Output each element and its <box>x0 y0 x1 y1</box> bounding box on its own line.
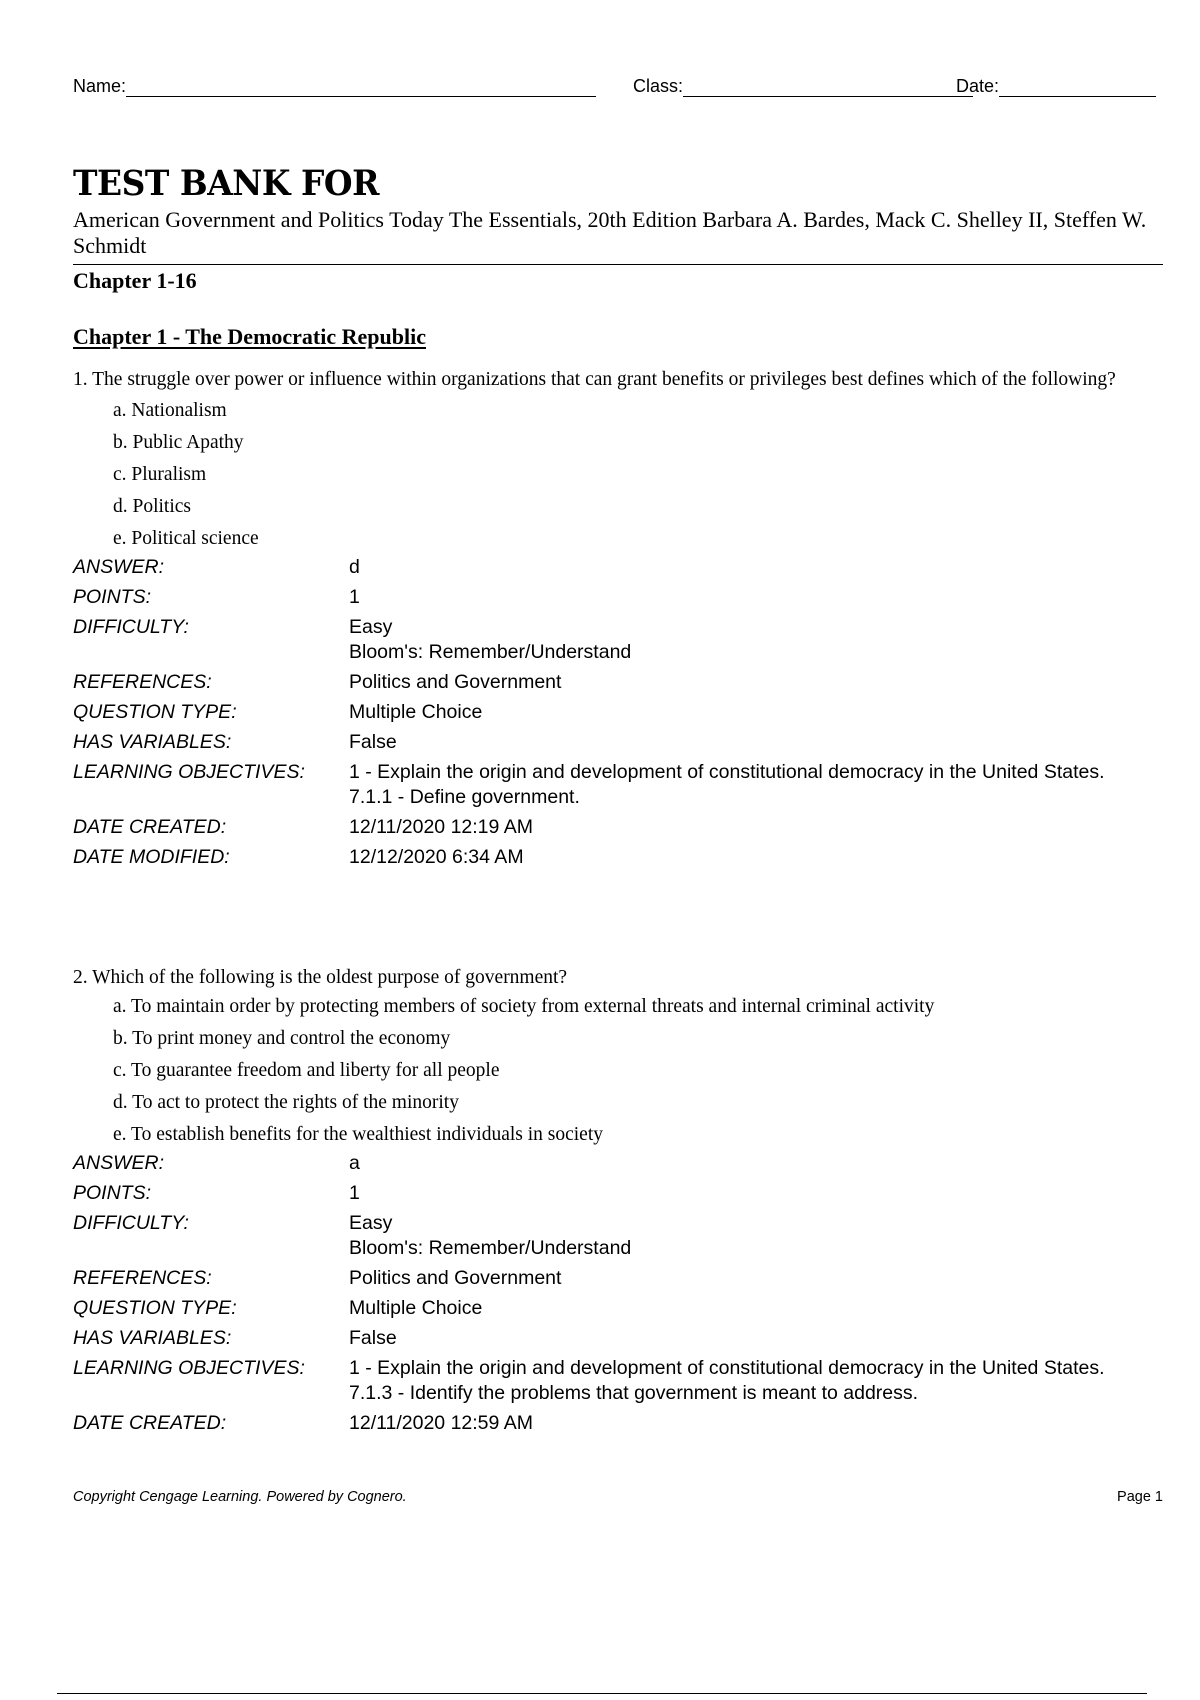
date-line <box>999 74 1156 97</box>
page-number: Page 1 <box>1117 1489 1163 1505</box>
bloom-value: Bloom's: Remember/Understand <box>349 641 632 663</box>
date-created-value: 12/11/2020 12:59 AM <box>349 1412 533 1434</box>
date-field <box>956 74 1156 97</box>
points-value: 1 <box>349 1182 360 1204</box>
choice-c: c. To guarantee freedom and liberty for all people <box>113 1060 500 1081</box>
question-type-row: QUESTION TYPE: Multiple Choice <box>73 700 1163 725</box>
references-value: Politics and Government <box>349 1267 562 1289</box>
class-label: Class: <box>633 76 684 96</box>
choice-e: e. To establish benefits for the wealthiest individuals in society <box>113 1124 604 1145</box>
page-bottom-divider <box>57 1693 1147 1694</box>
answer-choices <box>73 395 1163 555</box>
answer-row: ANSWER: a <box>73 1151 1163 1176</box>
has-variables-row: HAS VARIABLES: False <box>73 1326 1163 1351</box>
objective-1: 1 - Explain the origin and development of constitutional democracy in the United States. <box>349 761 1105 783</box>
points-value: 1 <box>349 586 360 608</box>
references-row: REFERENCES: Politics and Government <box>73 1266 1163 1291</box>
chapter-heading: Chapter 1 - The Democratic Republic <box>73 324 426 349</box>
difficulty-row: DIFFICULTY: Easy Bloom's: Remember/Understand <box>73 615 1163 665</box>
has-variables-value: False <box>349 1327 397 1349</box>
choice-d: d. To act to protect the rights of the minority <box>113 1092 459 1113</box>
bloom-value: Bloom's: Remember/Understand <box>349 1237 632 1259</box>
points-row: POINTS: 1 <box>73 585 1163 610</box>
choice-c: c. Pluralism <box>113 464 207 485</box>
references-value: Politics and Government <box>349 671 562 693</box>
points-row: POINTS: 1 <box>73 1181 1163 1206</box>
class-line <box>683 74 973 97</box>
choice-e: e. Political science <box>113 528 259 549</box>
name-line <box>126 74 596 97</box>
choice-b: b. Public Apathy <box>113 432 244 453</box>
answer-row: ANSWER: d <box>73 555 1163 580</box>
date-created-row: DATE CREATED: 12/11/2020 12:19 AM <box>73 815 1163 840</box>
student-header <box>73 74 1163 100</box>
document-title: TEST BANK FOR <box>73 163 379 204</box>
objective-2: 7.1.3 - Identify the problems that government is meant to address. <box>349 1382 919 1404</box>
choice-b: b. To print money and control the economy <box>113 1028 451 1049</box>
date-modified-value: 12/12/2020 6:34 AM <box>349 846 524 868</box>
question-metadata <box>73 1151 1163 1436</box>
question-2 <box>73 965 1163 1441</box>
choice-a: a. To maintain order by protecting members of society from external threats and internal criminal activity <box>113 996 935 1017</box>
answer-value: a <box>349 1152 360 1174</box>
name-label: Name: <box>73 76 127 96</box>
question-1 <box>73 367 1163 875</box>
question-type-row: QUESTION TYPE: Multiple Choice <box>73 1296 1163 1321</box>
has-variables-value: False <box>349 731 397 753</box>
question-stem: 1. The struggle over power or influence within organizations that can grant benefits or privileges best defines which of the following? <box>73 369 1116 390</box>
title-divider <box>73 264 1163 265</box>
answer-value: d <box>349 556 360 578</box>
question-type-value: Multiple Choice <box>349 1297 483 1319</box>
learning-objectives-row: LEARNING OBJECTIVES: 1 - Explain the origin and development of constitutional democracy in the United States. 7.1.1 - Define government. <box>73 760 1163 810</box>
answer-choices <box>73 991 1163 1151</box>
date-created-row: DATE CREATED: 12/11/2020 12:59 AM <box>73 1411 1163 1436</box>
date-created-value: 12/11/2020 12:19 AM <box>349 816 533 838</box>
question-stem: 2. Which of the following is the oldest purpose of government? <box>73 967 568 988</box>
difficulty-value: Easy <box>349 1212 393 1234</box>
chapter-range: Chapter 1-16 <box>73 268 197 293</box>
question-type-value: Multiple Choice <box>349 701 483 723</box>
class-field <box>633 74 973 97</box>
choice-d: d. Politics <box>113 496 192 517</box>
learning-objectives-row: LEARNING OBJECTIVES: 1 - Explain the origin and development of constitutional democracy in the United States. 7.1.3 - Identify the problems that government is meant to address. <box>73 1356 1163 1406</box>
question-metadata <box>73 555 1163 870</box>
date-modified-row: DATE MODIFIED: 12/12/2020 6:34 AM <box>73 845 1163 870</box>
objective-2: 7.1.1 - Define government. <box>349 786 580 808</box>
choice-a: a. Nationalism <box>113 400 227 421</box>
objective-1: 1 - Explain the origin and development of constitutional democracy in the United States. <box>349 1357 1105 1379</box>
has-variables-row: HAS VARIABLES: False <box>73 730 1163 755</box>
references-row: REFERENCES: Politics and Government <box>73 670 1163 695</box>
book-title: American Government and Politics Today The Essentials, 20th Edition Barbara A. Bardes, Mack C. Shelley II, Steffen W. Schmidt <box>73 207 1147 258</box>
copyright-notice: Copyright Cengage Learning. Powered by Cognero. <box>73 1489 407 1505</box>
difficulty-row: DIFFICULTY: Easy Bloom's: Remember/Understand <box>73 1211 1163 1261</box>
name-field <box>73 74 596 97</box>
date-label: Date: <box>956 76 1000 96</box>
page-footer <box>73 1489 1163 1509</box>
difficulty-value: Easy <box>349 616 393 638</box>
